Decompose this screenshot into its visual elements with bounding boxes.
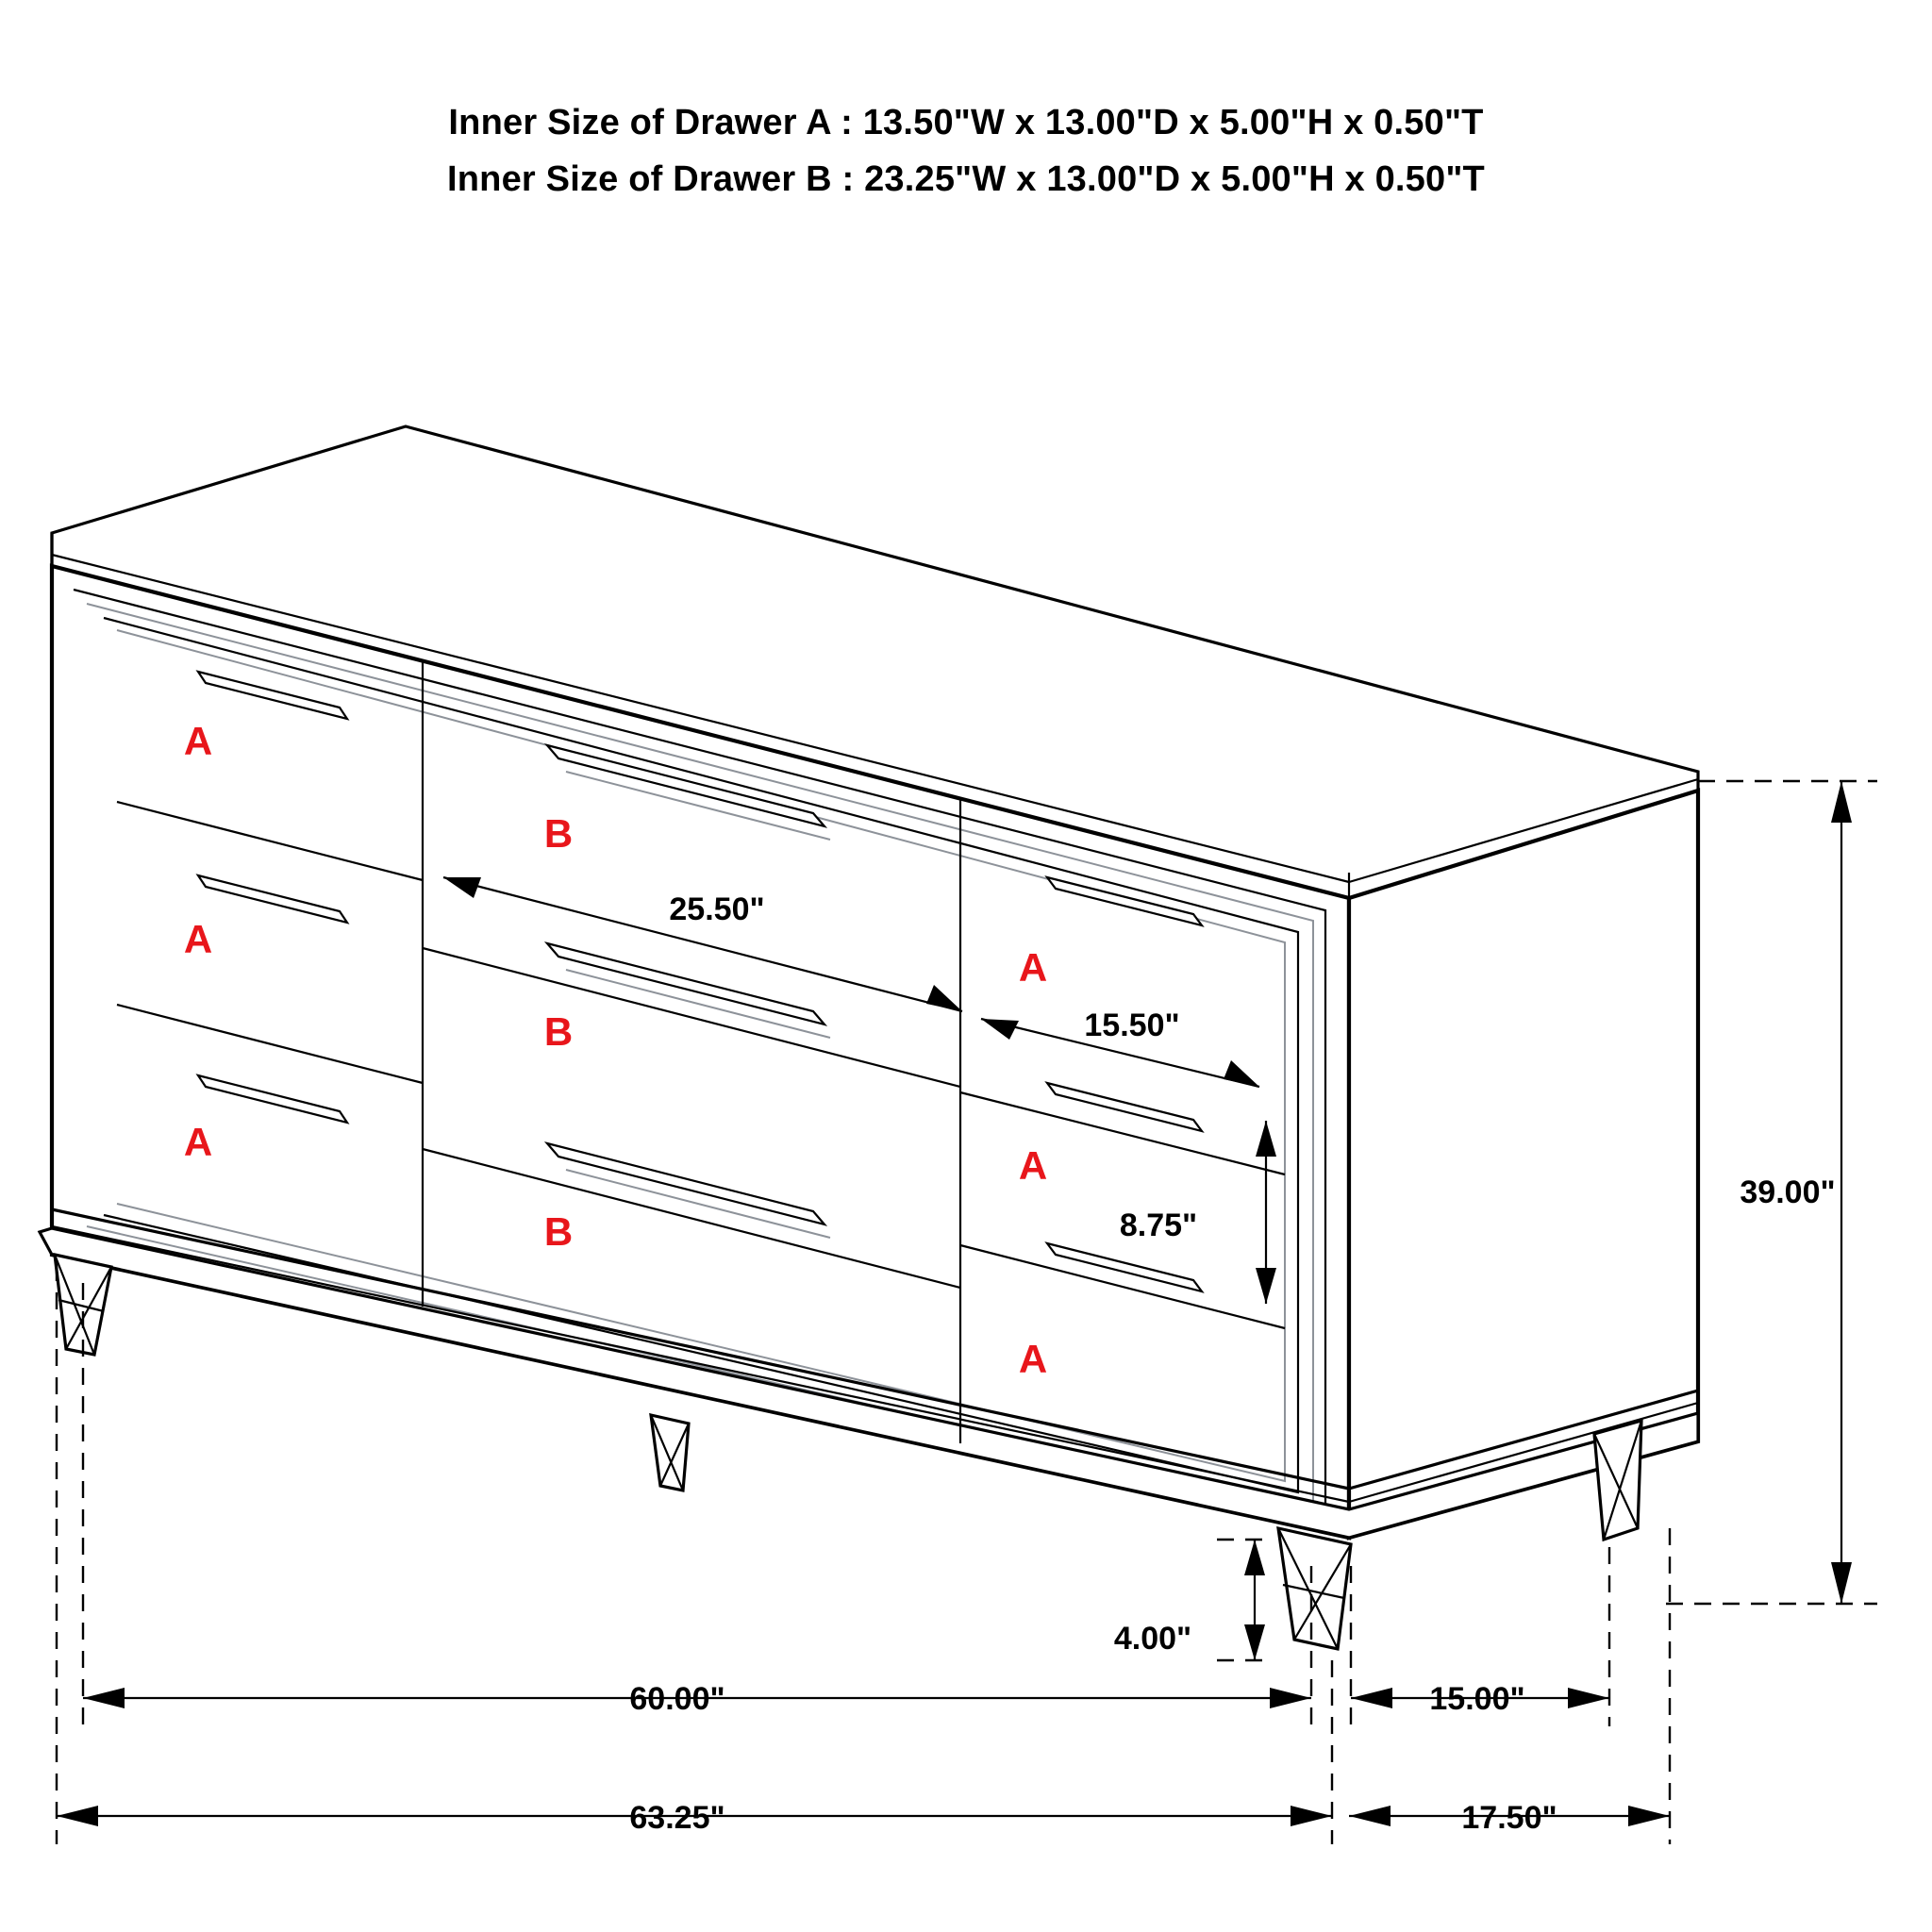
dimension-label-25-50: 25.50" xyxy=(669,891,765,927)
dimension-label-63-25: 63.25" xyxy=(629,1800,725,1836)
dimension-label-15-50: 15.50" xyxy=(1084,1008,1180,1043)
drawer-label-a5: A xyxy=(1018,1143,1048,1188)
drawer-label-a3: A xyxy=(183,1120,213,1164)
dimension-leg-height xyxy=(1114,1540,1272,1660)
dresser-side-panel xyxy=(1349,791,1698,1538)
dimension-label-17-50: 17.50" xyxy=(1461,1800,1557,1836)
drawer-label-a6: A xyxy=(1018,1337,1048,1381)
drawer-label-b3: B xyxy=(543,1209,574,1254)
dimension-side-depth-top xyxy=(1351,1547,1609,1726)
drawer-a-spec: Inner Size of Drawer A : 13.50"W x 13.00"D x 5.00"H x 0.50"T xyxy=(448,103,1484,142)
dimension-label-15-00: 15.00" xyxy=(1429,1681,1525,1717)
dimension-label-8-75: 8.75" xyxy=(1119,1208,1198,1243)
drawer-label-a1: A xyxy=(183,719,213,763)
dimension-label-60-00: 60.00" xyxy=(629,1681,725,1717)
dimension-label-39-00: 39.00" xyxy=(1740,1174,1836,1210)
dimension-label-4-00: 4.00" xyxy=(1113,1621,1192,1657)
drawer-label-b1: B xyxy=(543,811,574,856)
drawer-label-b2: B xyxy=(543,1009,574,1054)
drawer-label-a4: A xyxy=(1018,945,1048,990)
drawer-label-a2: A xyxy=(183,917,213,961)
drawer-b-spec: Inner Size of Drawer B : 23.25"W x 13.00"D x 5.00"H x 0.50"T xyxy=(447,159,1485,199)
